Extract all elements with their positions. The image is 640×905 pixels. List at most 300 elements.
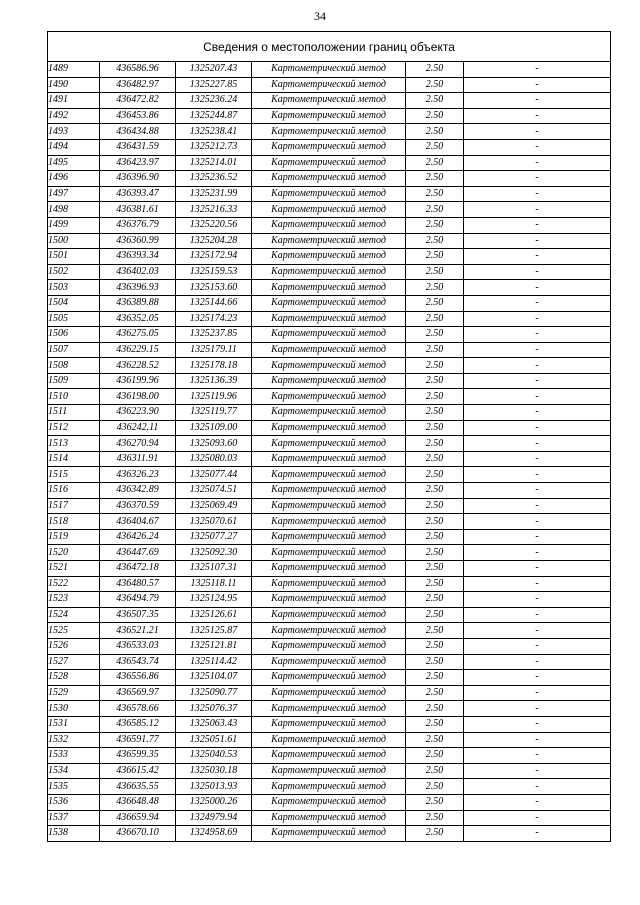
table-row — [48, 420, 611, 436]
x-coordinate-cell: 436198.00 — [100, 389, 176, 405]
x-coordinate-cell: 436648.48 — [100, 794, 176, 810]
y-coordinate-cell: 1325204.28 — [176, 233, 252, 249]
method-cell: Картометрический метод — [252, 623, 406, 639]
table-row — [48, 358, 611, 374]
table-row — [48, 576, 611, 592]
x-coordinate-cell: 436393.34 — [100, 249, 176, 265]
method-cell: Картометрический метод — [252, 670, 406, 686]
y-coordinate-cell: 1325220.56 — [176, 217, 252, 233]
x-coordinate-cell: 436533.03 — [100, 638, 176, 654]
note-cell: - — [464, 171, 611, 187]
note-cell: - — [464, 607, 611, 623]
note-cell: - — [464, 233, 611, 249]
method-cell: Картометрический метод — [252, 763, 406, 779]
y-coordinate-cell: 1325090.77 — [176, 685, 252, 701]
note-cell: - — [464, 529, 611, 545]
y-coordinate-cell: 1325000.26 — [176, 794, 252, 810]
method-cell: Картометрический метод — [252, 810, 406, 826]
accuracy-cell: 2.50 — [406, 233, 464, 249]
method-cell: Картометрический метод — [252, 498, 406, 514]
note-cell: - — [464, 202, 611, 218]
y-coordinate-cell: 1325174.23 — [176, 311, 252, 327]
boundary-coordinates-table — [47, 31, 611, 842]
x-coordinate-cell: 436556.86 — [100, 670, 176, 686]
note-cell: - — [464, 249, 611, 265]
point-number-cell: 1500 — [48, 233, 100, 249]
accuracy-cell: 2.50 — [406, 748, 464, 764]
point-number-cell: 1535 — [48, 779, 100, 795]
note-cell: - — [464, 701, 611, 717]
note-cell: - — [464, 716, 611, 732]
accuracy-cell: 2.50 — [406, 467, 464, 483]
accuracy-cell: 2.50 — [406, 779, 464, 795]
x-coordinate-cell: 436659.94 — [100, 810, 176, 826]
y-coordinate-cell: 1325244.87 — [176, 108, 252, 124]
y-coordinate-cell: 1325159.53 — [176, 264, 252, 280]
method-cell: Картометрический метод — [252, 451, 406, 467]
method-cell: Картометрический метод — [252, 280, 406, 296]
table-row — [48, 638, 611, 654]
note-cell: - — [464, 561, 611, 577]
x-coordinate-cell: 436275.05 — [100, 327, 176, 343]
accuracy-cell: 2.50 — [406, 670, 464, 686]
note-cell: - — [464, 62, 611, 78]
table-row — [48, 483, 611, 499]
y-coordinate-cell: 1325125.87 — [176, 623, 252, 639]
y-coordinate-cell: 1325178.18 — [176, 358, 252, 374]
y-coordinate-cell: 1325236.24 — [176, 93, 252, 109]
accuracy-cell: 2.50 — [406, 93, 464, 109]
note-cell: - — [464, 810, 611, 826]
x-coordinate-cell: 436615.42 — [100, 763, 176, 779]
table-row — [48, 405, 611, 421]
point-number-cell: 1525 — [48, 623, 100, 639]
y-coordinate-cell: 1325237.85 — [176, 327, 252, 343]
x-coordinate-cell: 436431.59 — [100, 139, 176, 155]
table-row — [48, 732, 611, 748]
note-cell: - — [464, 93, 611, 109]
y-coordinate-cell: 1325114.42 — [176, 654, 252, 670]
x-coordinate-cell: 436229.15 — [100, 342, 176, 358]
point-number-cell: 1501 — [48, 249, 100, 265]
accuracy-cell: 2.50 — [406, 607, 464, 623]
point-number-cell: 1523 — [48, 592, 100, 608]
note-cell: - — [464, 592, 611, 608]
table-row — [48, 810, 611, 826]
table-row — [48, 498, 611, 514]
table-row — [48, 451, 611, 467]
y-coordinate-cell: 1325212.73 — [176, 139, 252, 155]
note-cell: - — [464, 420, 611, 436]
x-coordinate-cell: 436223.90 — [100, 405, 176, 421]
y-coordinate-cell: 1325126.61 — [176, 607, 252, 623]
y-coordinate-cell: 1325214.01 — [176, 155, 252, 171]
note-cell: - — [464, 373, 611, 389]
note-cell: - — [464, 794, 611, 810]
method-cell: Картометрический метод — [252, 93, 406, 109]
method-cell: Картометрический метод — [252, 592, 406, 608]
table-row — [48, 779, 611, 795]
method-cell: Картометрический метод — [252, 561, 406, 577]
y-coordinate-cell: 1325107.31 — [176, 561, 252, 577]
y-coordinate-cell: 1325069.49 — [176, 498, 252, 514]
method-cell: Картометрический метод — [252, 124, 406, 140]
table-row — [48, 373, 611, 389]
table-row — [48, 295, 611, 311]
note-cell: - — [464, 685, 611, 701]
method-cell: Картометрический метод — [252, 436, 406, 452]
note-cell: - — [464, 670, 611, 686]
table-row — [48, 592, 611, 608]
point-number-cell: 1499 — [48, 217, 100, 233]
table-row — [48, 623, 611, 639]
table-row — [48, 545, 611, 561]
x-coordinate-cell: 436453.86 — [100, 108, 176, 124]
table-body — [48, 62, 611, 842]
accuracy-cell: 2.50 — [406, 295, 464, 311]
point-number-cell: 1513 — [48, 436, 100, 452]
accuracy-cell: 2.50 — [406, 763, 464, 779]
table-row — [48, 217, 611, 233]
table-row — [48, 327, 611, 343]
x-coordinate-cell: 436342.89 — [100, 483, 176, 499]
y-coordinate-cell: 1325080.03 — [176, 451, 252, 467]
y-coordinate-cell: 1325040.53 — [176, 748, 252, 764]
x-coordinate-cell: 436635.55 — [100, 779, 176, 795]
point-number-cell: 1532 — [48, 732, 100, 748]
table-row — [48, 763, 611, 779]
note-cell: - — [464, 186, 611, 202]
point-number-cell: 1495 — [48, 155, 100, 171]
point-number-cell: 1506 — [48, 327, 100, 343]
y-coordinate-cell: 1325051.61 — [176, 732, 252, 748]
accuracy-cell: 2.50 — [406, 514, 464, 530]
x-coordinate-cell: 436670.10 — [100, 826, 176, 842]
y-coordinate-cell: 1325074.51 — [176, 483, 252, 499]
table-row — [48, 654, 611, 670]
method-cell: Картометрический метод — [252, 576, 406, 592]
point-number-cell: 1493 — [48, 124, 100, 140]
note-cell: - — [464, 498, 611, 514]
method-cell: Картометрический метод — [252, 514, 406, 530]
method-cell: Картометрический метод — [252, 358, 406, 374]
accuracy-cell: 2.50 — [406, 358, 464, 374]
note-cell: - — [464, 358, 611, 374]
point-number-cell: 1491 — [48, 93, 100, 109]
method-cell: Картометрический метод — [252, 62, 406, 78]
table-row — [48, 155, 611, 171]
y-coordinate-cell: 1325136.39 — [176, 373, 252, 389]
point-number-cell: 1530 — [48, 701, 100, 717]
point-number-cell: 1503 — [48, 280, 100, 296]
point-number-cell: 1534 — [48, 763, 100, 779]
x-coordinate-cell: 436507.35 — [100, 607, 176, 623]
accuracy-cell: 2.50 — [406, 623, 464, 639]
page-number: 34 — [314, 9, 326, 23]
table-row — [48, 389, 611, 405]
method-cell: Картометрический метод — [252, 607, 406, 623]
accuracy-cell: 2.50 — [406, 498, 464, 514]
accuracy-cell: 2.50 — [406, 139, 464, 155]
point-number-cell: 1504 — [48, 295, 100, 311]
x-coordinate-cell: 436381.61 — [100, 202, 176, 218]
table-row — [48, 264, 611, 280]
note-cell: - — [464, 576, 611, 592]
table-row — [48, 124, 611, 140]
note-cell: - — [464, 623, 611, 639]
method-cell: Картометрический метод — [252, 171, 406, 187]
note-cell: - — [464, 483, 611, 499]
note-cell: - — [464, 124, 611, 140]
method-cell: Картометрический метод — [252, 529, 406, 545]
y-coordinate-cell: 1324958.69 — [176, 826, 252, 842]
table-row — [48, 514, 611, 530]
x-coordinate-cell: 436376.79 — [100, 217, 176, 233]
y-coordinate-cell: 1325172.94 — [176, 249, 252, 265]
y-coordinate-cell: 1325093.60 — [176, 436, 252, 452]
note-cell: - — [464, 451, 611, 467]
y-coordinate-cell: 1325118.11 — [176, 576, 252, 592]
x-coordinate-cell: 436472.18 — [100, 561, 176, 577]
point-number-cell: 1517 — [48, 498, 100, 514]
method-cell: Картометрический метод — [252, 155, 406, 171]
point-number-cell: 1526 — [48, 638, 100, 654]
x-coordinate-cell: 436270.94 — [100, 436, 176, 452]
accuracy-cell: 2.50 — [406, 638, 464, 654]
note-cell: - — [464, 436, 611, 452]
y-coordinate-cell: 1325092.30 — [176, 545, 252, 561]
note-cell: - — [464, 311, 611, 327]
point-number-cell: 1537 — [48, 810, 100, 826]
y-coordinate-cell: 1325153.60 — [176, 280, 252, 296]
y-coordinate-cell: 1325077.27 — [176, 529, 252, 545]
x-coordinate-cell: 436423.97 — [100, 155, 176, 171]
y-coordinate-cell: 1325231.99 — [176, 186, 252, 202]
accuracy-cell: 2.50 — [406, 155, 464, 171]
method-cell: Картометрический метод — [252, 389, 406, 405]
accuracy-cell: 2.50 — [406, 280, 464, 296]
accuracy-cell: 2.50 — [406, 716, 464, 732]
point-number-cell: 1490 — [48, 77, 100, 93]
x-coordinate-cell: 436199.96 — [100, 373, 176, 389]
accuracy-cell: 2.50 — [406, 373, 464, 389]
x-coordinate-cell: 436402.03 — [100, 264, 176, 280]
method-cell: Картометрический метод — [252, 373, 406, 389]
note-cell: - — [464, 545, 611, 561]
x-coordinate-cell: 436228.52 — [100, 358, 176, 374]
note-cell: - — [464, 155, 611, 171]
table-row — [48, 233, 611, 249]
accuracy-cell: 2.50 — [406, 405, 464, 421]
x-coordinate-cell: 436569.97 — [100, 685, 176, 701]
y-coordinate-cell: 1325030.18 — [176, 763, 252, 779]
table-row — [48, 607, 611, 623]
table-row — [48, 139, 611, 155]
table-row — [48, 108, 611, 124]
method-cell: Картометрический метод — [252, 638, 406, 654]
table-row — [48, 311, 611, 327]
x-coordinate-cell: 436472.82 — [100, 93, 176, 109]
point-number-cell: 1508 — [48, 358, 100, 374]
accuracy-cell: 2.50 — [406, 529, 464, 545]
y-coordinate-cell: 1325179.11 — [176, 342, 252, 358]
x-coordinate-cell: 436591.77 — [100, 732, 176, 748]
method-cell: Картометрический метод — [252, 826, 406, 842]
accuracy-cell: 2.50 — [406, 311, 464, 327]
accuracy-cell: 2.50 — [406, 327, 464, 343]
accuracy-cell: 2.50 — [406, 186, 464, 202]
point-number-cell: 1505 — [48, 311, 100, 327]
note-cell: - — [464, 217, 611, 233]
method-cell: Картометрический метод — [252, 202, 406, 218]
accuracy-cell: 2.50 — [406, 436, 464, 452]
method-cell: Картометрический метод — [252, 716, 406, 732]
method-cell: Картометрический метод — [252, 483, 406, 499]
x-coordinate-cell: 436494.79 — [100, 592, 176, 608]
accuracy-cell: 2.50 — [406, 77, 464, 93]
note-cell: - — [464, 514, 611, 530]
accuracy-cell: 2.50 — [406, 202, 464, 218]
y-coordinate-cell: 1325121.81 — [176, 638, 252, 654]
point-number-cell: 1518 — [48, 514, 100, 530]
point-number-cell: 1531 — [48, 716, 100, 732]
note-cell: - — [464, 826, 611, 842]
accuracy-cell: 2.50 — [406, 249, 464, 265]
point-number-cell: 1529 — [48, 685, 100, 701]
accuracy-cell: 2.50 — [406, 389, 464, 405]
accuracy-cell: 2.50 — [406, 732, 464, 748]
accuracy-cell: 2.50 — [406, 685, 464, 701]
x-coordinate-cell: 436396.93 — [100, 280, 176, 296]
method-cell: Картометрический метод — [252, 217, 406, 233]
accuracy-cell: 2.50 — [406, 264, 464, 280]
x-coordinate-cell: 436585.12 — [100, 716, 176, 732]
x-coordinate-cell: 436543.74 — [100, 654, 176, 670]
method-cell: Картометрический метод — [252, 794, 406, 810]
table-row — [48, 467, 611, 483]
table-row — [48, 685, 611, 701]
note-cell: - — [464, 77, 611, 93]
table-row — [48, 249, 611, 265]
y-coordinate-cell: 1325227.85 — [176, 77, 252, 93]
point-number-cell: 1524 — [48, 607, 100, 623]
table-row — [48, 561, 611, 577]
point-number-cell: 1496 — [48, 171, 100, 187]
accuracy-cell: 2.50 — [406, 545, 464, 561]
note-cell: - — [464, 467, 611, 483]
table-row — [48, 701, 611, 717]
y-coordinate-cell: 1325124.95 — [176, 592, 252, 608]
note-cell: - — [464, 638, 611, 654]
point-number-cell: 1514 — [48, 451, 100, 467]
note-cell: - — [464, 732, 611, 748]
y-coordinate-cell: 1325144.66 — [176, 295, 252, 311]
table-row — [48, 826, 611, 842]
accuracy-cell: 2.50 — [406, 592, 464, 608]
y-coordinate-cell: 1325063.43 — [176, 716, 252, 732]
x-coordinate-cell: 436426.24 — [100, 529, 176, 545]
note-cell: - — [464, 748, 611, 764]
table-row — [48, 62, 611, 78]
method-cell: Картометрический метод — [252, 108, 406, 124]
table-title: Сведения о местоположении границ объекта — [48, 32, 611, 62]
accuracy-cell: 2.50 — [406, 810, 464, 826]
note-cell: - — [464, 264, 611, 280]
point-number-cell: 1512 — [48, 420, 100, 436]
method-cell: Картометрический метод — [252, 311, 406, 327]
method-cell: Картометрический метод — [252, 748, 406, 764]
table-row — [48, 77, 611, 93]
point-number-cell: 1519 — [48, 529, 100, 545]
method-cell: Картометрический метод — [252, 405, 406, 421]
x-coordinate-cell: 436311.91 — [100, 451, 176, 467]
accuracy-cell: 2.50 — [406, 794, 464, 810]
y-coordinate-cell: 1325216.33 — [176, 202, 252, 218]
y-coordinate-cell: 1325119.77 — [176, 405, 252, 421]
method-cell: Картометрический метод — [252, 264, 406, 280]
accuracy-cell: 2.50 — [406, 108, 464, 124]
note-cell: - — [464, 280, 611, 296]
note-cell: - — [464, 295, 611, 311]
note-cell: - — [464, 779, 611, 795]
point-number-cell: 1538 — [48, 826, 100, 842]
accuracy-cell: 2.50 — [406, 342, 464, 358]
point-number-cell: 1502 — [48, 264, 100, 280]
x-coordinate-cell: 436404.67 — [100, 514, 176, 530]
accuracy-cell: 2.50 — [406, 483, 464, 499]
method-cell: Картометрический метод — [252, 545, 406, 561]
accuracy-cell: 2.50 — [406, 576, 464, 592]
point-number-cell: 1528 — [48, 670, 100, 686]
point-number-cell: 1536 — [48, 794, 100, 810]
y-coordinate-cell: 1325238.41 — [176, 124, 252, 140]
table-row — [48, 794, 611, 810]
point-number-cell: 1515 — [48, 467, 100, 483]
x-coordinate-cell: 436352.05 — [100, 311, 176, 327]
note-cell: - — [464, 405, 611, 421]
y-coordinate-cell: 1325013.93 — [176, 779, 252, 795]
x-coordinate-cell: 436370.59 — [100, 498, 176, 514]
x-coordinate-cell: 436480.57 — [100, 576, 176, 592]
method-cell: Картометрический метод — [252, 685, 406, 701]
accuracy-cell: 2.50 — [406, 561, 464, 577]
x-coordinate-cell: 436434.88 — [100, 124, 176, 140]
table-row — [48, 670, 611, 686]
table-row — [48, 93, 611, 109]
y-coordinate-cell: 1325109.00 — [176, 420, 252, 436]
table-header-row — [48, 32, 611, 62]
accuracy-cell: 2.50 — [406, 654, 464, 670]
x-coordinate-cell: 436482.97 — [100, 77, 176, 93]
point-number-cell: 1510 — [48, 389, 100, 405]
x-coordinate-cell: 436578.66 — [100, 701, 176, 717]
y-coordinate-cell: 1325207.43 — [176, 62, 252, 78]
x-coordinate-cell: 436521.21 — [100, 623, 176, 639]
x-coordinate-cell: 436396.90 — [100, 171, 176, 187]
note-cell: - — [464, 342, 611, 358]
x-coordinate-cell: 436360.99 — [100, 233, 176, 249]
method-cell: Картометрический метод — [252, 233, 406, 249]
note-cell: - — [464, 139, 611, 155]
table-row — [48, 716, 611, 732]
table-row — [48, 748, 611, 764]
accuracy-cell: 2.50 — [406, 124, 464, 140]
note-cell: - — [464, 763, 611, 779]
point-number-cell: 1507 — [48, 342, 100, 358]
point-number-cell: 1516 — [48, 483, 100, 499]
point-number-cell: 1511 — [48, 405, 100, 421]
method-cell: Картометрический метод — [252, 420, 406, 436]
